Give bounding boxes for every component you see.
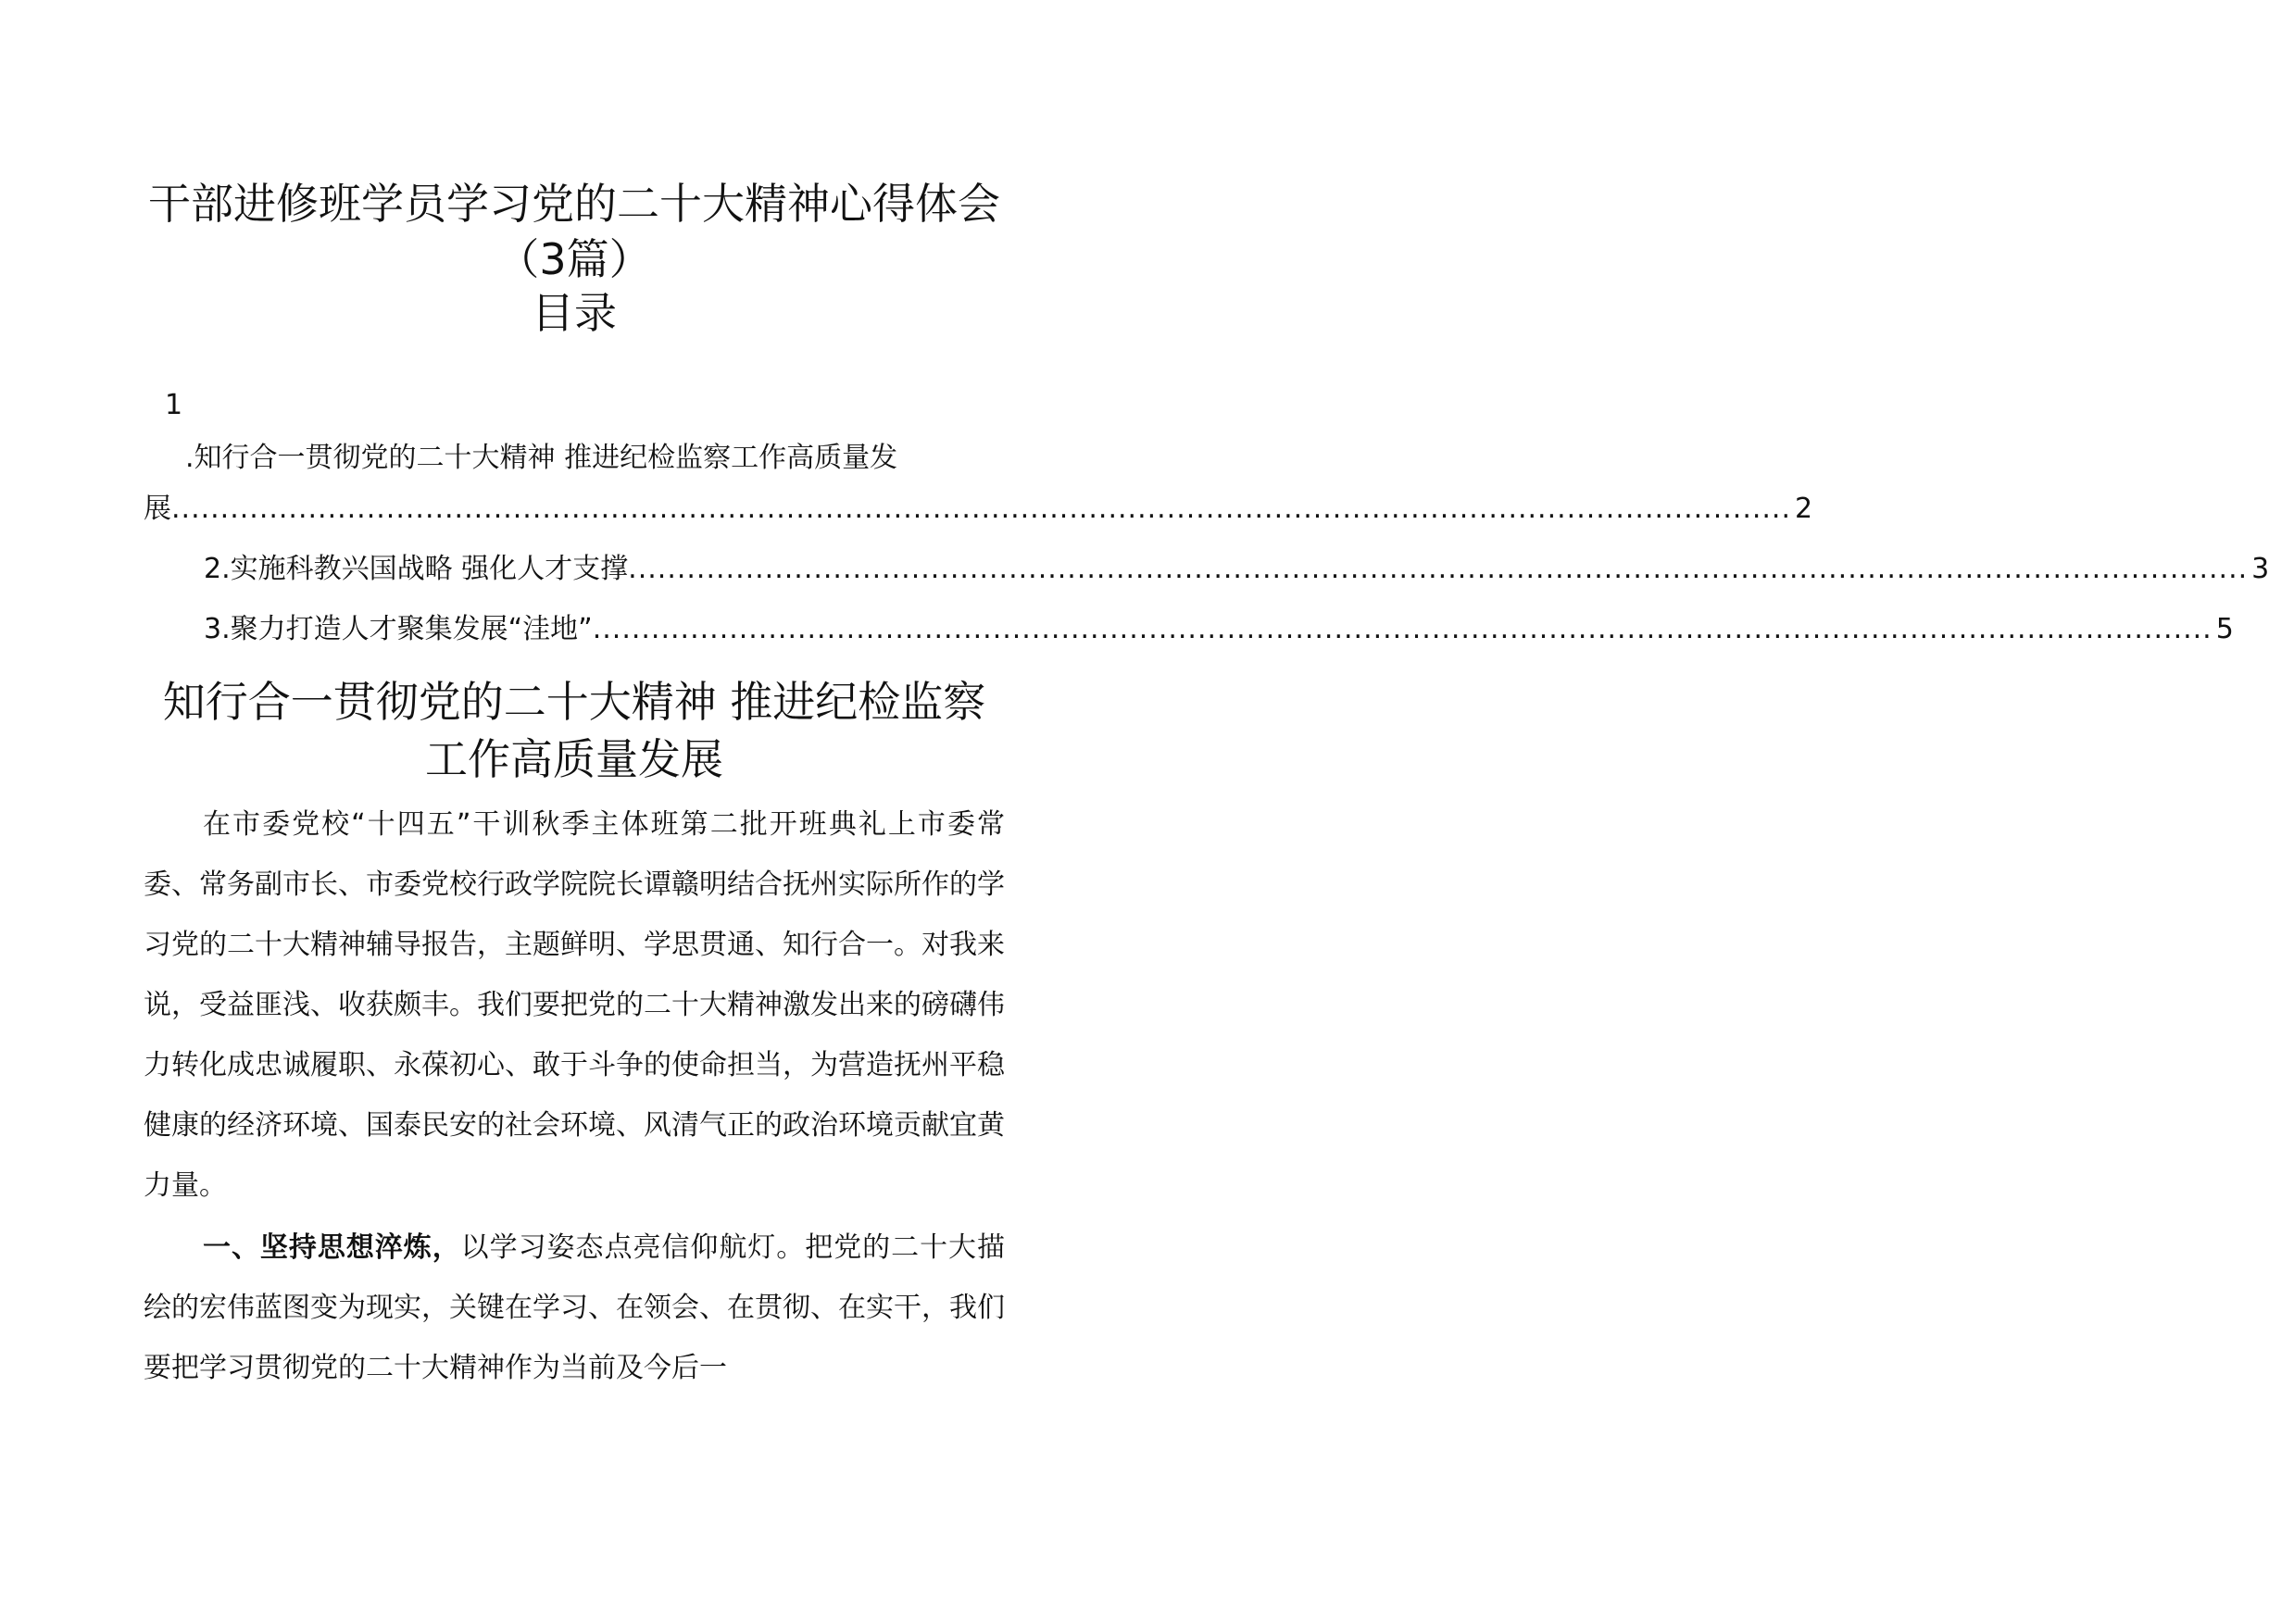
toc-entry-3[interactable] — [204, 611, 2234, 648]
article-title: 知行合一贯彻党的二十大精神 推进纪检监察 — [162, 677, 986, 727]
toc-first-number: 1 — [165, 389, 183, 421]
toc-entry-2[interactable] — [204, 551, 2269, 588]
toc-entry-1-line1: .知行合一贯彻党的二十大精神 推进纪检监察工作高质量发 — [185, 442, 898, 474]
body-paragraph-1: 在市委党校“十四五”干训秋季主体班第二批开班典礼上市委常委、常务副市长、市委党校行政学院院长谭赣明结合抚州实际所作的学习党的二十大精神辅导报告，主题鲜明、学思贯通、知行合一。对我来说，受益匪浅、收获颇丰。我们要把党的二十大精神激发出来的磅礴伟力转化成忠诚履职、永葆初心、敢于斗争的使命担当，为营造抚州平稳健康的经济环境、国泰民安的社会环境、风清气正的政治环境贡献宜黄力量。 — [144, 808, 1005, 1202]
toc-leader-dots: ...................................................................................................................................................................... — [592, 613, 2213, 645]
document-title: 干部进修班学员学习党的二十大精神心得体会 — [148, 179, 1000, 229]
toc-heading: 目录 — [532, 288, 617, 338]
section-heading-lead: 一、坚持思想淬炼， — [203, 1231, 461, 1264]
toc-leader-dots: ...................................................................................................................................................................... — [628, 553, 2249, 585]
section-body: 以学习姿态点亮信仰航灯。把党的二十大描绘的宏伟蓝图变为现实，关键在学习、在领会、在贯彻、在实干，我们要把学习贯彻党的二十大精神作为当前及今后一 — [144, 1231, 1006, 1384]
toc-entry-label: 3.聚力打造人才聚集发展“洼地” — [204, 613, 593, 645]
body-paragraph-2 — [144, 1218, 1005, 1398]
toc-entry-label: 展 — [144, 493, 171, 525]
article-title-line2: 工作高质量发展 — [425, 734, 723, 784]
toc-leader-dots: ...................................................................................................................................................................... — [171, 493, 1791, 525]
toc-page-number: 5 — [2215, 613, 2234, 645]
toc-entry-label: 2.实施科教兴国战略 强化人才支撑 — [204, 553, 629, 585]
document-title-count: （3篇） — [496, 234, 652, 284]
toc-page-number: 3 — [2251, 553, 2269, 585]
toc-entry-1[interactable] — [144, 491, 1813, 528]
toc-page-number: 2 — [1795, 493, 1813, 525]
